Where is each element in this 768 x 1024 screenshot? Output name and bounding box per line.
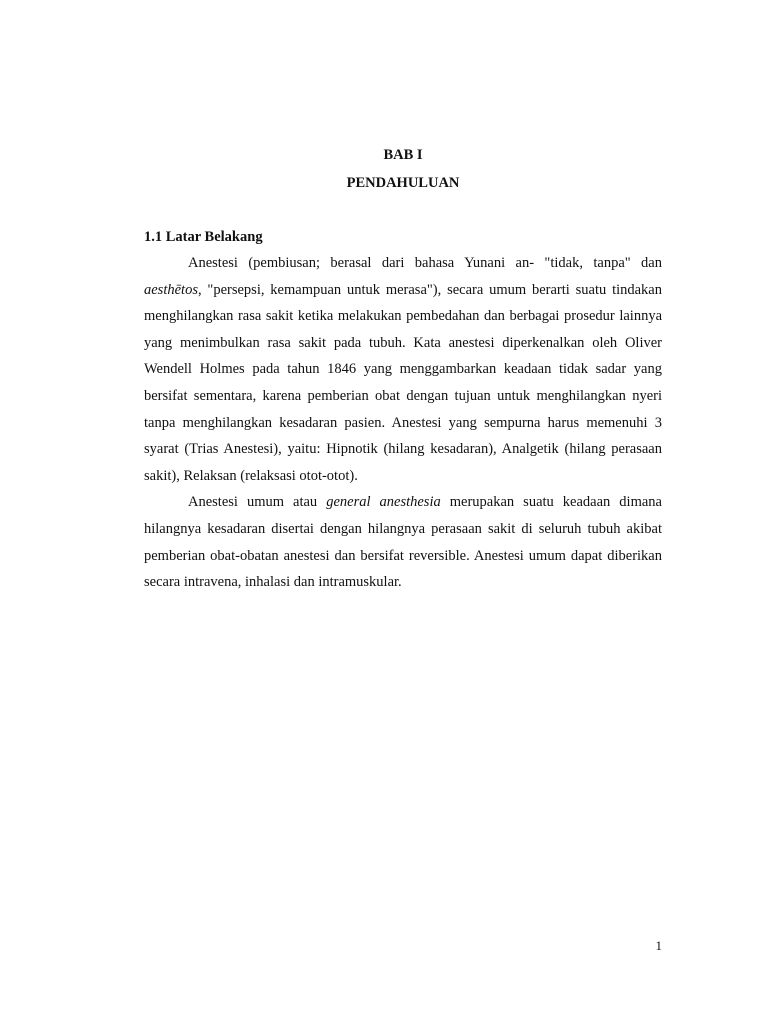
paragraph-1-text-start: Anestesi (pembiusan; berasal dari bahasa Yunani an- "tidak, tanpa" dan: [188, 255, 662, 271]
paragraph-2-italic-term: general anesthesia: [326, 494, 441, 511]
chapter-title: PENDAHULUAN: [346, 175, 460, 191]
paragraph-1-text-end: , "persepsi, kemampuan untuk merasa"), secara umum berarti suatu tindakan menghilangkan rasa sakit ketika melakukan pembedahan dan berbagai prosedur lainnya yang menimbulkan rasa sakit pada tubuh. Kata anestesi diperkenalkan oleh Oliver Wendell Holmes pada tahun 1846 yang menggambarkan keadaan tidak sadar yang bersifat sementara, karena pemberian obat dengan tujuan untuk menghilangkan nyeri tanpa menghilangkan kesadaran pasien. Anestesi yang sempurna harus memenuhi 3 syarat (Trias Anestesi), yaitu: Hipnotik (hilang kesadaran), Analgetik (hilang perasaan sakit), Relaksan (relaksasi otot-otot).: [144, 281, 662, 484]
paragraph-2: [144, 489, 662, 595]
paragraph-2-text-end: merupakan suatu keadaan dimana hilangnya kesadaran disertai dengan hilangnya perasaan sakit di seluruh tubuh akibat pemberian obat-obatan anestesi dan bersifat reversible. Anestesi umum dapat diberikan secara intravena, inhalasi dan intramuskular.: [144, 494, 662, 591]
document-body: [144, 250, 662, 596]
page-number: 1: [655, 938, 662, 953]
paragraph-2-text-start: Anestesi umum atau: [188, 494, 327, 511]
paragraph-1: [144, 250, 662, 489]
chapter-number: BAB I: [383, 147, 423, 163]
section-heading: 1.1 Latar Belakang: [144, 229, 263, 245]
paragraph-1-italic-term: aesthētos: [144, 281, 198, 298]
